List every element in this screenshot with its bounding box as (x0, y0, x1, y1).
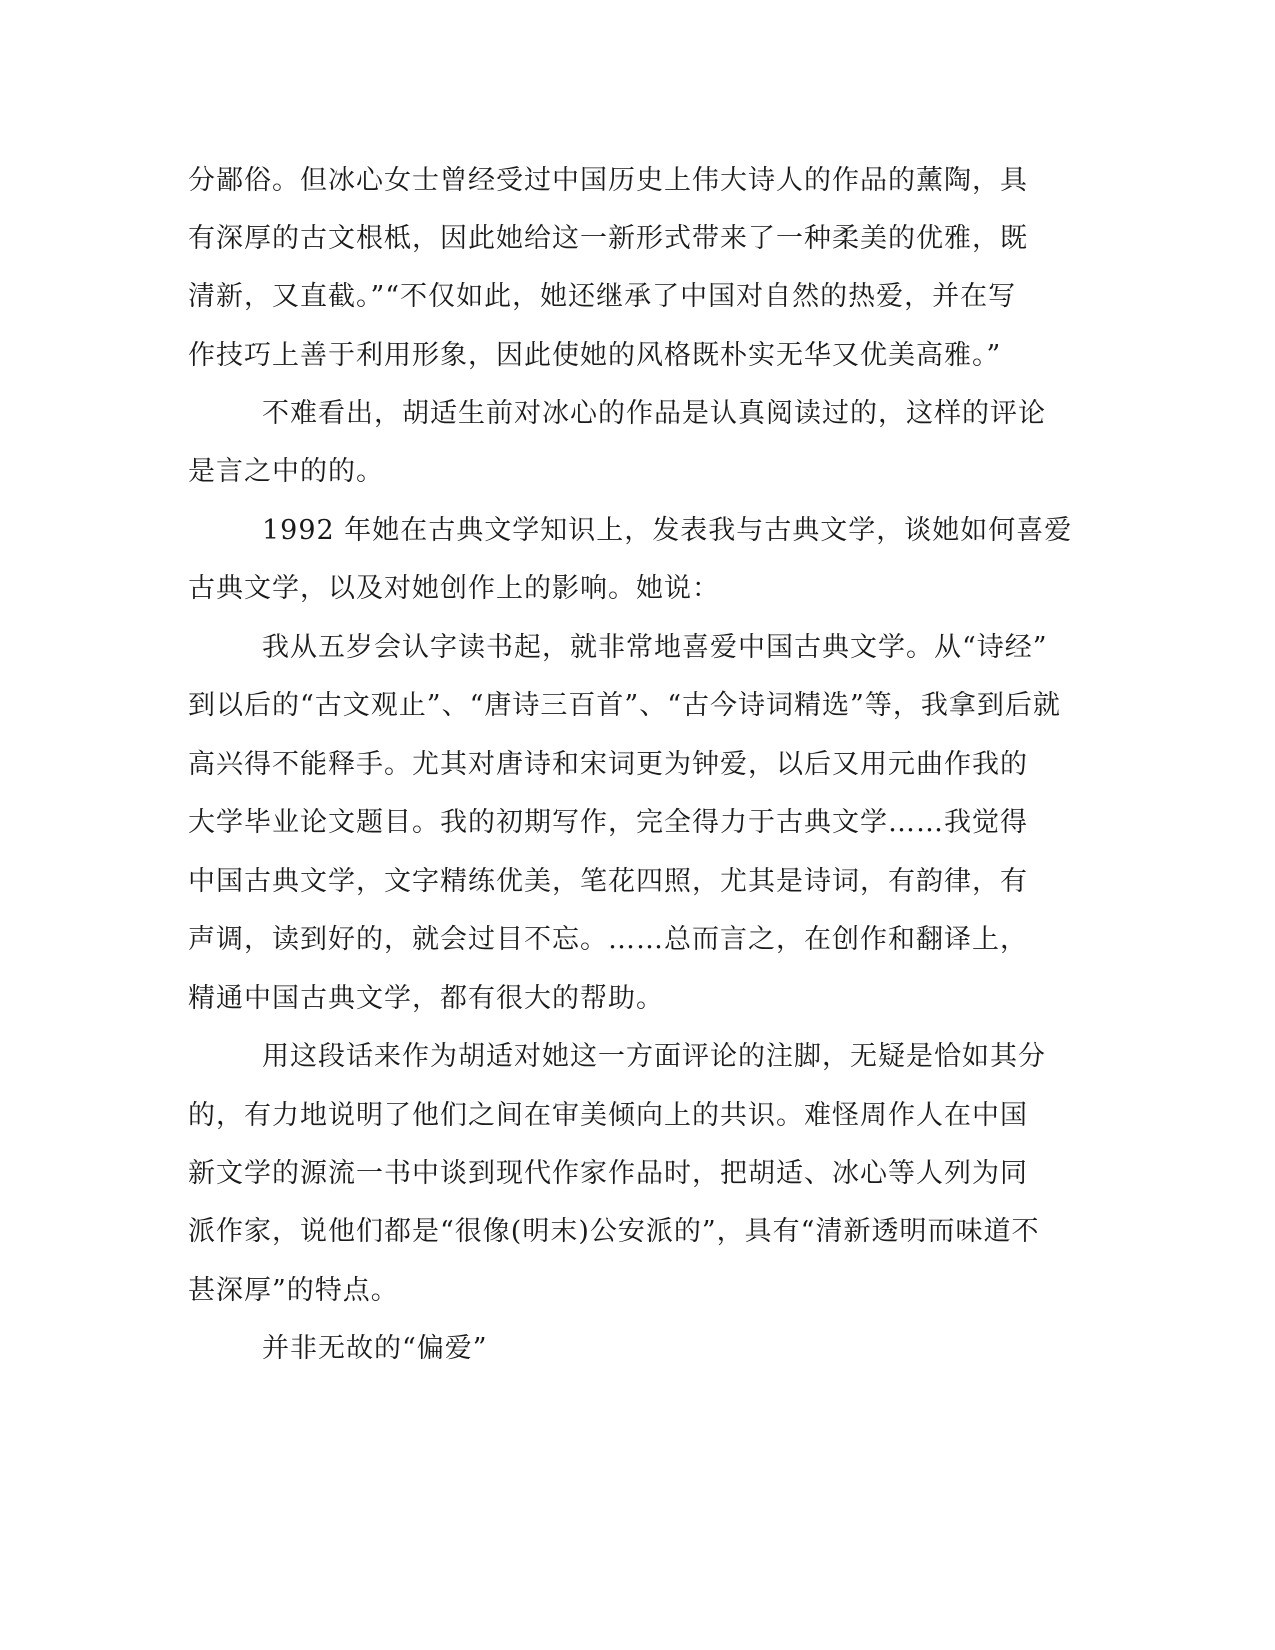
text-line: 的，有力地说明了他们之间在审美倾向上的共识。难怪周作人在中国 (188, 1100, 1028, 1131)
text-line: 高兴得不能释手。尤其对唐诗和宋词更为钟爱，以后又用元曲作我的 (188, 749, 1028, 780)
paragraph-start-line: 1992 年她在古典文学知识上，发表我与古典文学，谈她如何喜爱 (262, 515, 1073, 546)
text-line: 精通中国古典文学，都有很大的帮助。 (188, 983, 664, 1014)
text-line: 新文学的源流一书中谈到现代作家作品时，把胡适、冰心等人列为同 (188, 1158, 1028, 1189)
text-line: 大学毕业论文题目。我的初期写作，完全得力于古典文学……我觉得 (188, 807, 1028, 838)
text-line: 有深厚的古文根柢，因此她给这一新形式带来了一种柔美的优雅，既 (188, 223, 1028, 254)
text-line: 作技巧上善于利用形象，因此使她的风格既朴实无华又优美高雅。” (188, 340, 1002, 371)
text-line: 甚深厚”的特点。 (188, 1275, 399, 1306)
text-line: 是言之中的的。 (188, 456, 384, 487)
paragraph-start-line: 不难看出，胡适生前对冰心的作品是认真阅读过的，这样的评论 (262, 398, 1046, 429)
text-line: 分鄙俗。但冰心女士曾经受过中国历史上伟大诗人的作品的薰陶，具 (188, 165, 1028, 196)
paragraph-start-line: 用这段话来作为胡适对她这一方面评论的注脚，无疑是恰如其分 (262, 1041, 1046, 1072)
text-line: 派作家，说他们都是“很像(明末)公安派的”，具有“清新透明而味道不 (188, 1216, 1040, 1247)
section-heading: 并非无故的“偏爱” (262, 1333, 488, 1364)
text-line: 到以后的“古文观止”、“唐诗三百首”、“古今诗词精选”等，我拿到后就 (188, 690, 1061, 721)
text-line: 中国古典文学，文字精练优美，笔花四照，尤其是诗词，有韵律，有 (188, 866, 1028, 897)
text-line: 古典文学，以及对她创作上的影响。她说： (188, 573, 720, 604)
text-line: 清新，又直截。”“不仅如此，她还继承了中国对自然的热爱，并在写 (188, 281, 1017, 312)
quote-start-line: 我从五岁会认字读书起，就非常地喜爱中国古典文学。从“诗经” (262, 632, 1048, 663)
text-line: 声调，读到好的，就会过目不忘。……总而言之，在创作和翻译上， (188, 924, 1028, 955)
